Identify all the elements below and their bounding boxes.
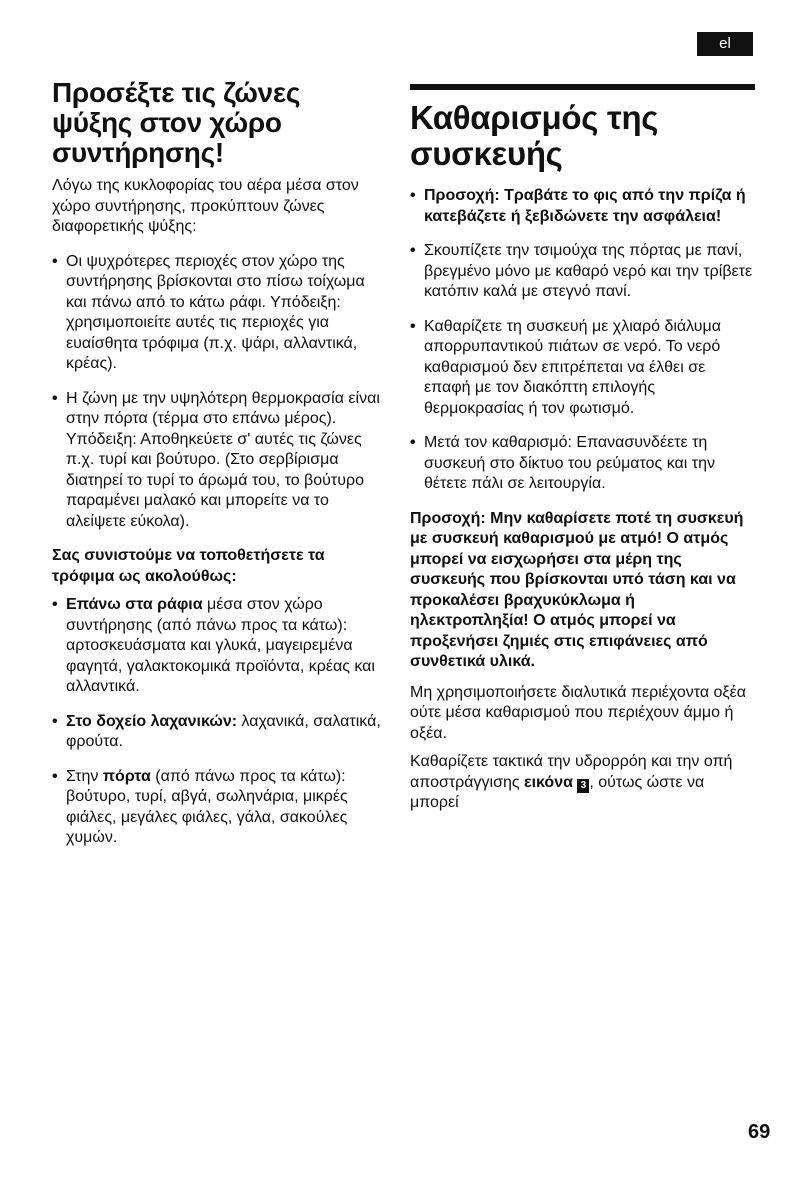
drain-text-end: , ούτως ώστε να μπορεί (410, 773, 705, 811)
drain-note (410, 752, 755, 814)
solvent-note: Μη χρησιμοποιήσετε διαλυτικά περιέχοντα οξέα ούτε μέσα καθαρισμού που περιέχουν άμμο ή οξέα. (410, 683, 746, 742)
page-number: 69 (748, 1121, 771, 1143)
placement-text: μέσα στον χώρο συντήρησης (από πάνω προς τα κάτω): αρτοσκευάσματα και γλυκά, μαγειρεμένα φαγητά, γαλακτοκομικά προϊόντα, κρέας και αλλαντικά. (66, 596, 375, 695)
caution-text: Προσοχή: Τραβάτε το φις από την πρίζα ή κατεβάζετε ή ξεβιδώνετε την ασφάλεια! (424, 187, 746, 225)
list-item (52, 595, 382, 698)
list-item (52, 767, 382, 849)
recommendation-heading: Σας συνιστούμε να τοποθετήσετε τα τρόφιμα ως ακολούθως: (52, 547, 325, 585)
placement-list (52, 595, 382, 849)
placement-text: λαχανικά, σαλατικά, φρούτα. (66, 712, 381, 750)
cleaning-list (410, 186, 755, 495)
language-tag: el (697, 32, 753, 56)
list-item (410, 186, 755, 227)
steam-warning: Προσοχή: Μην καθαρίσετε ποτέ τη συσκευή με συσκευή καθαρισμού με ατμό! Ο ατμός μπορεί να εισχωρήσει στα μέρη της συσκευής που βρίσκονται υπό τάση και να προκαλέσει βραχυκύκλωμα ή ηλεκτροπληξία! Ο ατμός μπορεί να προξενήσει ζημιές στις επιφάνειες από συνθετικά υλικά. (410, 509, 744, 670)
item-text: Σκουπίζετε την τσιμούχα της πόρτας με πανί, βρεγμένο μόνο με καθαρό νερό και την τρίβετε κατόπιν καλά με στεγνό πανί. (424, 242, 753, 300)
cooling-zones-list (52, 252, 382, 533)
placement-prefix: Στην (66, 767, 103, 785)
placement-label: Επάνω στα ράφια (66, 596, 203, 613)
cleaning-title: Καθαρισμός της συσκευής (410, 99, 659, 172)
item-text: Καθαρίζετε τη συσκευή με χλιαρό διάλυμα απορρυπαντικού πιάτων σε νερό. Το νερό καθαρισμού δεν επιτρέπεται να έλθει σε επαφή με τον διακόπτη επιλογής θερμοκρασίας ή τον φωτισμό. (424, 317, 721, 417)
list-item (410, 433, 755, 495)
list-item (52, 712, 382, 753)
list-item: • Η ζώνη με την υψηλότερη θερμοκρασία είναι στην πόρτα (τέρμα στο επάνω μέρος). Υπόδειξη: Αποθηκεύετε σ' αυτές τις ζώνες π.χ. τυρί και βούτυρο. (Στο σερβίρισμα διατηρεί το τυρί το άρωμά του, το βούτυρο παραμένει μαλακό και μπορείτε να το αλείψετε εύκολα). (52, 389, 382, 533)
item-text: Μετά τον καθαρισμό: Επανασυνδέετε τη συσκευή στο δίκτυο του ρεύματος και την θέτετε πάλι σε λειτουργία. (424, 434, 715, 492)
cooling-zones-title: Προσέξτε τις ζώνες ψύξης στον χώρο συντήρησης! (52, 77, 301, 168)
list-item: • Οι ψυχρότερες περιοχές στον χώρο της συντήρησης βρίσκονται στο πίσω τοίχωμα και πάνω από το κάτω ράφι. Υπόδειξη: χρησιμοποιείτε αυτές τις περιοχές για ευαίσθητα τρόφιμα (π.χ. ψάρι, αλλαντικά, κρέας). (52, 252, 382, 375)
figure-ref: εικόνα (524, 773, 573, 791)
list-item (410, 317, 755, 420)
right-column (410, 84, 755, 814)
placement-text: (από πάνω προς τα κάτω): βούτυρο, τυρί, αβγά, σωληνάρια, μικρές φιάλες, μεγάλες φιάλες, γάλα, σακούλες χυμών. (66, 767, 348, 846)
list-item (410, 241, 755, 303)
cooling-zones-intro: Λόγω της κυκλοφορίας του αέρα μέσα στον χώρο συντήρησης, προκύπτουν ζώνες διαφορετικής ψύξης: (52, 177, 359, 235)
section-rule (410, 84, 755, 90)
figure-number-badge: 3 (577, 779, 589, 793)
left-column (52, 78, 382, 863)
placement-label: Στο δοχείο λαχανικών: (66, 712, 238, 730)
drain-text: Καθαρίζετε τακτικά την υδρορρόη και την οπή αποστράγγισης (410, 753, 733, 791)
placement-label: πόρτα (102, 767, 151, 785)
